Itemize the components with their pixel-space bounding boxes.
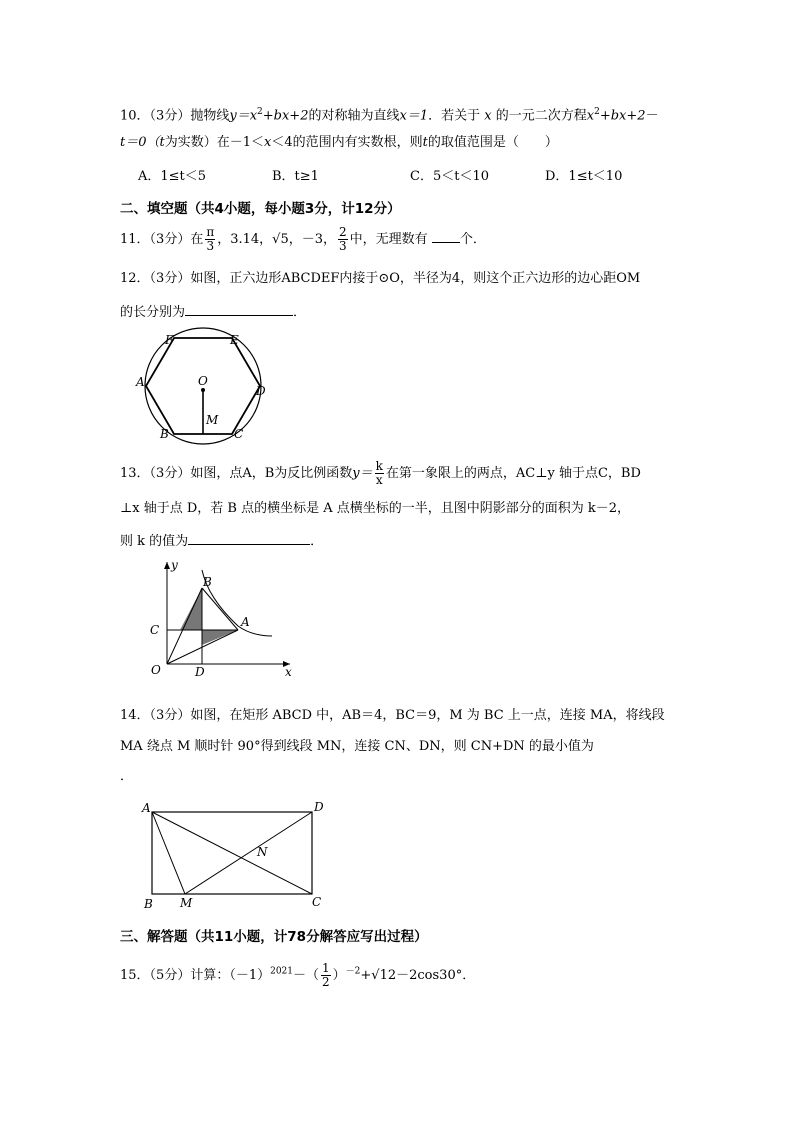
label-A: A	[241, 615, 250, 629]
label-O: O	[198, 374, 208, 388]
q11-fraction-pi-over-3: $\frac{\pi}{3}$	[206, 225, 215, 253]
q10-option-d: D．1≤t＜10	[545, 169, 623, 184]
q10-option-b: B．t≥1	[272, 169, 319, 184]
q10-line-2: t＝0（t为实数）在－1＜x＜4的范围内有实数根，则t的取值范围是（ ）	[120, 135, 558, 150]
label-C: C	[150, 623, 160, 637]
label-C: C	[312, 895, 322, 909]
q15-line: 15．（5分）计算：$(-1)^{2021}-$（ $\frac{1}{2}$ ）$^{-2}$+√12－2cos30°．	[120, 961, 476, 989]
q14-line-2: MA 绕点 M 顺时针 90°得到线段 MN，连接 CN、DN，则 CN+DN 的最小值为	[120, 739, 594, 754]
q11-answer-blank[interactable]	[432, 228, 460, 243]
label-A: A	[142, 801, 151, 815]
label-D: D	[256, 384, 266, 398]
label-D: D	[195, 665, 205, 679]
q12-line-2: 的长分别为 ．	[120, 301, 306, 322]
q11-fraction-2-over-3: $\frac{2}{3}$	[339, 225, 347, 253]
q14-rectangle-figure	[140, 798, 340, 913]
q10-line-1: 10．（3分）抛物线$y=x^2+bx+2$的对称轴为直线x＝1．若关于 x 的一元二次方程$x^2+bx+2-$	[120, 107, 659, 124]
q12-answer-blank[interactable]	[185, 301, 293, 316]
q13-line-2: ⊥x 轴于点 D，若 B 点的横坐标是 A 点横坐标的一半，且图中阴影部分的面积为 k－2，	[120, 501, 630, 516]
q13-line-3: 则 k 的值为 ．	[120, 530, 323, 551]
q14-line-3: ．	[120, 769, 134, 784]
section-2-heading: 二、填空题（共4小题，每小题3分，计12分）	[120, 201, 401, 217]
label-y: y	[171, 558, 178, 572]
q11-sqrt5: √5	[272, 232, 289, 247]
q14-line-1: 14．（3分）如图，在矩形 ABCD 中，AB＝4，BC＝9，M 为 BC 上一点，连接 MA，将线段	[120, 708, 665, 723]
section-3-heading: 三、解答题（共11小题，计78分解答应写出过程）	[120, 929, 428, 945]
label-B: B	[144, 897, 153, 911]
q12-hexagon-figure	[130, 330, 280, 445]
label-A: A	[136, 375, 145, 389]
label-O: O	[151, 663, 161, 677]
q13-hyperbola-figure	[140, 558, 300, 680]
label-F: F	[165, 333, 174, 347]
label-C: C	[234, 427, 244, 441]
q10-option-c: C．5＜t＜10	[410, 169, 489, 184]
q10-option-a: A．1≤t＜5	[138, 169, 207, 184]
label-B: B	[160, 427, 169, 441]
q13-answer-blank[interactable]	[188, 530, 310, 545]
label-N: N	[257, 845, 268, 859]
label-M: M	[180, 896, 193, 910]
label-x: x	[285, 665, 292, 679]
label-M: M	[206, 413, 219, 427]
q12-line-1: 12．（3分）如图，正六边形ABCDEF内接于⊙O，半径为4，则这个正六边形的边心距OM	[120, 271, 641, 286]
label-E: E	[230, 333, 239, 347]
label-B: B	[203, 575, 212, 589]
label-D: D	[314, 800, 324, 814]
q13-line-1: 13．（3分）如图，点A，B为反比例函数y＝ $\frac{k}{x}$ 在第一象限上的两点，AC⊥y 轴于点C，BD	[120, 459, 641, 487]
q11-line: 11．（3分）在 $\frac{\pi}{3}$ ，3.14，√5，－3， $\frac{2}{3}$ 中，无理数有 个．	[120, 225, 486, 253]
q13-fraction-k-over-x: $\frac{k}{x}$	[375, 459, 383, 487]
q15-fraction-1-over-2: $\frac{1}{2}$	[322, 961, 330, 989]
